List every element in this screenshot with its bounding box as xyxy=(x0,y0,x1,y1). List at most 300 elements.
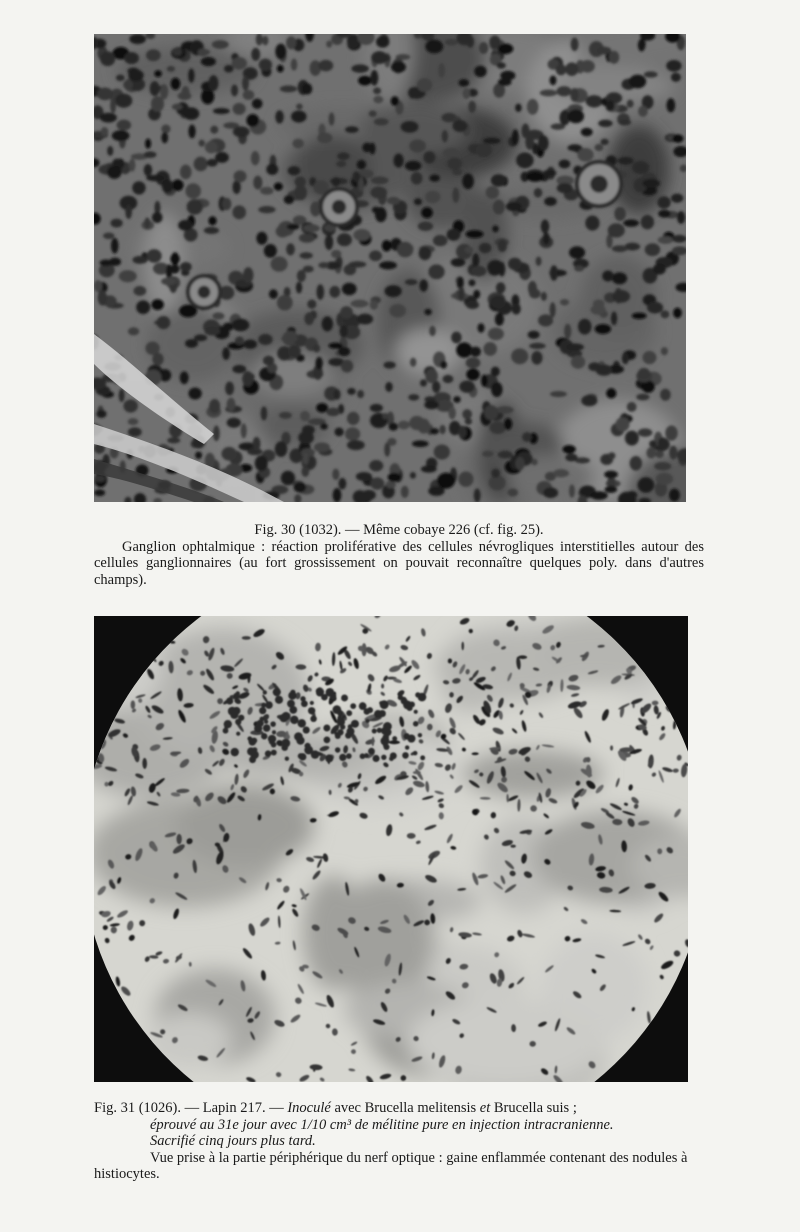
nucleus-mark xyxy=(527,99,539,115)
nucleus-mark xyxy=(154,70,162,77)
nucleus-mark xyxy=(560,299,569,305)
histiocyte-mark xyxy=(415,692,420,697)
nucleus-mark xyxy=(146,49,161,61)
nucleus-mark xyxy=(672,235,686,243)
nucleus-mark xyxy=(627,100,634,108)
nucleus-mark xyxy=(320,423,328,429)
nucleus-mark xyxy=(496,406,513,414)
nucleus-mark xyxy=(466,301,479,309)
nucleus-mark xyxy=(246,114,259,127)
nucleus-mark xyxy=(326,408,340,417)
histiocyte-mark xyxy=(296,736,304,744)
nucleus-mark xyxy=(161,132,168,143)
nucleus-mark xyxy=(641,215,655,229)
histiocyte-mark xyxy=(382,734,389,741)
nucleus-mark xyxy=(569,484,575,497)
nucleus-mark xyxy=(644,71,658,77)
nucleus-mark xyxy=(479,42,488,54)
nucleus-mark xyxy=(409,139,426,152)
histiocyte-mark xyxy=(248,738,256,746)
nucleus-mark xyxy=(136,300,150,314)
nucleus-mark xyxy=(489,35,500,49)
nucleus-mark xyxy=(269,289,278,299)
nucleus-mark xyxy=(370,477,384,489)
nucleus-mark xyxy=(491,174,507,187)
histiocyte-mark xyxy=(372,729,377,734)
nucleus-mark xyxy=(671,73,681,82)
histiocyte-mark xyxy=(265,725,270,730)
nucleus-mark xyxy=(110,98,116,114)
histiocyte-mark xyxy=(224,720,232,728)
nucleus-mark xyxy=(341,360,353,373)
histiocyte-mark xyxy=(402,752,409,759)
histiocyte-mark xyxy=(274,692,279,697)
nucleus-mark xyxy=(497,62,506,68)
nucleus-mark xyxy=(357,314,373,325)
nucleus-mark xyxy=(373,87,381,94)
nucleus-mark xyxy=(152,353,163,366)
nucleus-mark xyxy=(302,453,308,465)
nucleus-mark xyxy=(374,118,389,125)
nucleus-mark xyxy=(100,113,117,123)
histiocyte-mark xyxy=(226,697,233,704)
nucleus-mark xyxy=(543,232,550,245)
nucleus-mark xyxy=(481,374,488,387)
nucleus-mark xyxy=(243,267,253,283)
nucleus-mark xyxy=(288,166,301,175)
nucleus-mark xyxy=(627,402,637,412)
nucleus-mark xyxy=(167,66,175,72)
figure-30-caption-head: Fig. 30 (1032). — Même cobaye 226 (cf. fig. 25). xyxy=(254,522,544,538)
nucleus-mark xyxy=(97,88,113,101)
nucleus-mark xyxy=(233,126,250,137)
nucleus-mark xyxy=(371,51,387,64)
nucleus-mark xyxy=(632,161,649,174)
histiocyte-mark xyxy=(265,750,272,757)
histiocyte-mark xyxy=(236,732,240,736)
nucleus-mark xyxy=(405,279,418,285)
nucleus-mark xyxy=(658,210,671,218)
histiocyte-mark xyxy=(247,747,255,755)
nucleus-mark xyxy=(466,357,481,368)
nucleus-mark xyxy=(389,304,406,318)
nucleus-mark xyxy=(496,282,506,293)
histiocyte-mark xyxy=(323,724,330,731)
nucleus-mark xyxy=(421,207,433,218)
nucleus-mark xyxy=(447,228,461,240)
nucleus-mark xyxy=(462,409,472,419)
nucleus-mark xyxy=(493,200,505,215)
nucleus-mark xyxy=(673,308,682,319)
histiocyte-mark xyxy=(311,750,319,758)
nucleus-mark xyxy=(384,285,401,297)
nucleus-mark xyxy=(597,47,611,55)
nucleus-mark xyxy=(303,224,320,232)
histiocyte-mark xyxy=(364,753,369,758)
nucleus-mark xyxy=(461,642,464,651)
figure-31-caption-eprouve: éprouvé au 31e jour avec 1/10 cm³ de mélitine pure en injection intracranienne. xyxy=(150,1116,614,1133)
nucleus-mark xyxy=(420,379,427,386)
nucleus-mark xyxy=(506,202,522,212)
figure-31-caption-vue: Vue prise à la partie périphérique du nerf optique : gaine enflammée contenant des nodules à histiocytes. xyxy=(94,1149,688,1182)
nucleus-mark xyxy=(322,316,333,331)
figure-31-caption xyxy=(94,1100,704,1183)
nucleus-mark xyxy=(352,171,360,182)
nucleus-mark xyxy=(161,124,170,133)
histiocyte-mark xyxy=(418,733,422,737)
nucleus-mark xyxy=(638,39,646,52)
nucleus-mark xyxy=(94,280,102,292)
nucleus-mark xyxy=(180,262,192,272)
nucleus-mark xyxy=(571,355,585,368)
nucleus-mark xyxy=(618,157,634,165)
nucleus-mark xyxy=(107,146,113,156)
nucleus-mark xyxy=(275,44,286,60)
histiocyte-mark xyxy=(287,700,295,708)
histiocyte-mark xyxy=(413,721,419,727)
nucleus-mark xyxy=(279,412,292,419)
nucleus-mark xyxy=(614,207,626,221)
nucleus-mark xyxy=(294,482,306,492)
nucleus-mark xyxy=(242,636,251,640)
nucleus-mark xyxy=(581,128,593,137)
nucleus-mark xyxy=(643,179,661,188)
nucleus-mark xyxy=(302,83,312,94)
nucleus-mark xyxy=(275,441,288,457)
figure-31-caption-sacrifie: Sacrifié cinq jours plus tard. xyxy=(150,1133,316,1149)
nucleus-mark xyxy=(489,421,506,434)
nucleus-mark xyxy=(210,126,218,134)
nucleus-mark xyxy=(287,224,300,230)
nucleus-mark xyxy=(459,380,475,392)
nucleus-mark xyxy=(334,389,341,400)
nucleus-mark xyxy=(199,140,205,147)
nucleus-mark xyxy=(531,351,542,365)
nucleus-mark xyxy=(470,347,481,357)
nucleus-mark xyxy=(101,127,109,136)
nucleus-mark xyxy=(610,745,613,750)
histiocyte-mark xyxy=(259,707,266,714)
nucleus-mark xyxy=(286,36,296,49)
nucleus-mark xyxy=(208,216,216,225)
histiocyte-mark xyxy=(298,719,306,727)
nucleus-mark xyxy=(660,389,671,401)
histiocyte-mark xyxy=(398,695,403,700)
nucleus-mark xyxy=(185,339,198,348)
nucleus-mark xyxy=(345,126,359,133)
nucleus-mark xyxy=(484,405,498,420)
nucleus-mark xyxy=(300,411,310,421)
nucleus-mark xyxy=(568,109,584,123)
nucleus-mark xyxy=(527,172,544,182)
nucleus-mark xyxy=(442,130,448,142)
nucleus-mark xyxy=(677,211,685,224)
nucleus-mark xyxy=(299,233,315,243)
histiocyte-mark xyxy=(310,701,314,705)
nucleus-mark xyxy=(397,242,413,258)
nucleus-mark xyxy=(656,473,673,485)
nucleus-mark xyxy=(201,57,216,66)
nucleus-mark xyxy=(574,265,584,271)
nucleus-mark xyxy=(271,256,288,271)
nucleus-mark xyxy=(453,396,460,403)
histiocyte-mark xyxy=(335,733,341,739)
histiocyte-mark xyxy=(420,755,425,760)
nucleus-mark xyxy=(541,292,547,301)
nucleus-mark xyxy=(145,139,151,149)
nucleus-mark xyxy=(198,48,209,56)
nucleus-mark xyxy=(646,447,656,458)
nucleus-mark xyxy=(304,312,314,325)
nucleus-mark xyxy=(550,75,557,85)
nucleus-mark xyxy=(655,450,664,458)
nucleus-mark xyxy=(425,369,438,384)
nucleus-mark xyxy=(540,90,557,97)
histiocyte-mark xyxy=(383,744,389,750)
nucleus-mark xyxy=(586,95,603,107)
nucleus-mark xyxy=(508,258,522,270)
nucleus-mark xyxy=(512,303,521,314)
nucleus-mark xyxy=(642,351,656,364)
nucleus-mark xyxy=(345,427,360,441)
nucleus-mark xyxy=(458,426,467,439)
nucleus-mark xyxy=(601,139,609,145)
nucleus-mark xyxy=(595,324,611,334)
nucleus-mark xyxy=(382,240,392,252)
nucleus-mark xyxy=(115,94,132,108)
nucleus-mark xyxy=(235,336,244,345)
nucleus-mark xyxy=(116,74,125,81)
nucleus-mark xyxy=(284,195,294,204)
nucleus-mark xyxy=(428,264,444,279)
nucleus-mark xyxy=(222,347,230,360)
nucleus-mark xyxy=(445,39,458,46)
nucleus-mark xyxy=(609,51,620,64)
nucleus-mark xyxy=(232,205,246,219)
nucleus-mark xyxy=(665,425,678,440)
nucleus-mark xyxy=(150,81,160,96)
nucleus-mark xyxy=(280,85,297,92)
nucleus-mark xyxy=(565,62,578,76)
nucleus-mark xyxy=(353,229,370,241)
nucleus-mark xyxy=(559,159,571,168)
nucleus-mark xyxy=(541,219,549,233)
nucleus-mark xyxy=(329,112,335,125)
nucleus-mark xyxy=(565,454,577,462)
nucleus-mark xyxy=(370,404,383,412)
histiocyte-mark xyxy=(380,700,389,709)
nucleus-mark xyxy=(338,347,350,356)
nucleus-mark xyxy=(387,438,396,446)
nucleus-mark xyxy=(531,459,537,466)
histiocyte-mark xyxy=(233,693,239,699)
nucleus-mark xyxy=(258,206,275,213)
nucleus-mark xyxy=(319,60,334,72)
nucleus-mark xyxy=(172,104,183,110)
nucleus-mark xyxy=(569,246,585,259)
histiocyte-mark xyxy=(368,748,375,755)
nucleus-mark xyxy=(391,61,406,72)
nucleus-mark xyxy=(492,225,498,232)
nucleus-mark xyxy=(253,176,262,190)
nucleus-mark xyxy=(466,369,479,381)
nucleus-mark xyxy=(611,312,617,326)
histiocyte-mark xyxy=(269,740,274,745)
figure-31-micrograph xyxy=(94,616,688,1082)
nucleus-mark xyxy=(157,316,171,329)
nucleus-mark xyxy=(515,104,522,112)
nucleus-mark xyxy=(94,489,105,496)
nucleus-mark xyxy=(291,58,298,70)
nucleus-mark xyxy=(123,80,133,90)
nucleus-mark xyxy=(187,199,203,214)
nucleus-mark xyxy=(188,124,195,138)
nucleus-mark xyxy=(447,157,462,169)
nucleus-mark xyxy=(128,69,144,81)
nucleus-mark xyxy=(425,191,441,204)
nucleus-mark xyxy=(222,198,232,211)
nucleus-mark xyxy=(419,279,428,291)
nucleus-mark xyxy=(448,407,456,420)
nucleus-mark xyxy=(414,198,422,205)
histiocyte-mark xyxy=(346,710,352,716)
nucleus-mark xyxy=(317,133,332,144)
nucleus-mark xyxy=(357,390,364,398)
nucleus-mark xyxy=(645,243,661,256)
nucleus-mark xyxy=(370,70,378,86)
nucleus-mark xyxy=(125,204,132,219)
nucleus-mark xyxy=(571,37,579,51)
nucleus-mark xyxy=(401,121,419,133)
nucleus-mark xyxy=(329,286,340,298)
histiocyte-mark xyxy=(359,702,367,710)
nucleus-mark xyxy=(258,334,272,345)
nucleus-mark xyxy=(231,57,246,70)
nucleus-mark xyxy=(129,34,146,44)
nucleus-mark xyxy=(669,488,680,501)
nucleus-mark xyxy=(172,47,182,56)
nucleus-mark xyxy=(369,460,383,471)
nucleus-mark xyxy=(357,160,366,170)
nucleus-mark xyxy=(458,286,464,301)
figure-31-caption-suis: Brucella suis ; xyxy=(490,1100,577,1116)
nucleus-mark xyxy=(227,418,241,428)
histiocyte-mark xyxy=(324,736,331,743)
nucleus-mark xyxy=(243,340,257,349)
nucleus-mark xyxy=(429,175,440,182)
nucleus-mark xyxy=(654,462,671,470)
nucleus-mark xyxy=(408,394,419,401)
nucleus-mark xyxy=(649,440,656,447)
nucleus-mark xyxy=(421,465,437,472)
nucleus-mark xyxy=(263,356,274,366)
nucleus-mark xyxy=(119,389,125,402)
nucleus-mark xyxy=(262,36,268,46)
nucleus-mark xyxy=(333,488,342,502)
nucleus-mark xyxy=(418,221,433,230)
nucleus-mark xyxy=(465,246,474,253)
nucleus-mark xyxy=(391,96,399,106)
histiocyte-mark xyxy=(303,727,310,734)
nucleus-mark xyxy=(638,428,653,436)
nucleus-mark xyxy=(255,455,268,471)
nucleus-mark xyxy=(161,278,176,286)
nucleus-mark xyxy=(103,232,114,239)
nucleus-mark xyxy=(132,181,145,194)
nucleus-mark xyxy=(241,423,247,438)
nucleus-mark xyxy=(98,290,107,306)
nucleus-mark xyxy=(466,230,484,238)
nucleus-mark xyxy=(351,300,369,308)
nucleus-mark xyxy=(425,40,443,54)
nucleus-mark xyxy=(658,437,665,449)
nucleus-mark xyxy=(410,472,416,479)
nucleus-mark xyxy=(498,78,512,86)
nucleus-mark xyxy=(251,151,260,165)
nucleus-mark xyxy=(371,176,389,184)
nucleus-mark xyxy=(448,658,452,663)
nucleus-mark xyxy=(375,207,387,222)
nucleus-mark xyxy=(369,143,375,155)
nucleus-mark xyxy=(303,266,314,273)
nucleus-mark xyxy=(439,425,445,434)
nucleus-mark xyxy=(538,135,549,151)
histiocyte-mark xyxy=(285,757,289,761)
ganglion-nucleus-mark xyxy=(332,200,346,214)
nucleus-mark xyxy=(307,299,316,308)
nucleus-mark xyxy=(479,243,492,254)
nucleus-mark xyxy=(440,361,447,369)
nucleus-mark xyxy=(482,451,494,457)
nucleus-mark xyxy=(94,475,105,482)
nucleus-mark xyxy=(553,469,569,477)
histiocyte-mark xyxy=(377,728,382,733)
nucleus-mark xyxy=(581,395,597,406)
nucleus-mark xyxy=(619,119,631,125)
nucleus-mark xyxy=(608,223,625,237)
histiocyte-mark xyxy=(373,755,380,762)
nucleus-mark xyxy=(129,159,136,172)
nucleus-mark xyxy=(332,469,339,480)
nucleus-mark xyxy=(443,148,460,158)
nucleus-mark xyxy=(543,487,558,498)
figure-31-image xyxy=(94,616,688,1082)
nucleus-mark xyxy=(176,834,181,844)
nucleus-mark xyxy=(109,258,121,266)
nucleus-mark xyxy=(188,69,194,83)
nucleus-mark xyxy=(590,491,607,500)
nucleus-mark xyxy=(151,299,164,310)
nucleus-mark xyxy=(544,197,557,206)
nucleus-mark xyxy=(213,425,220,441)
histiocyte-mark xyxy=(231,748,239,756)
histiocyte-mark xyxy=(298,753,304,759)
nucleus-mark xyxy=(474,488,481,502)
nucleus-mark xyxy=(212,40,229,49)
nucleus-mark xyxy=(669,446,677,460)
nucleus-mark xyxy=(128,418,139,425)
nucleus-mark xyxy=(638,477,655,493)
nucleus-mark xyxy=(472,253,479,267)
nucleus-mark xyxy=(376,36,389,48)
histiocyte-mark xyxy=(288,691,296,699)
nucleus-mark xyxy=(612,245,628,252)
nucleus-mark xyxy=(274,183,283,191)
nucleus-mark xyxy=(434,444,450,459)
nucleus-mark xyxy=(528,331,540,339)
nucleus-mark xyxy=(296,104,303,110)
nucleus-mark xyxy=(107,165,121,178)
